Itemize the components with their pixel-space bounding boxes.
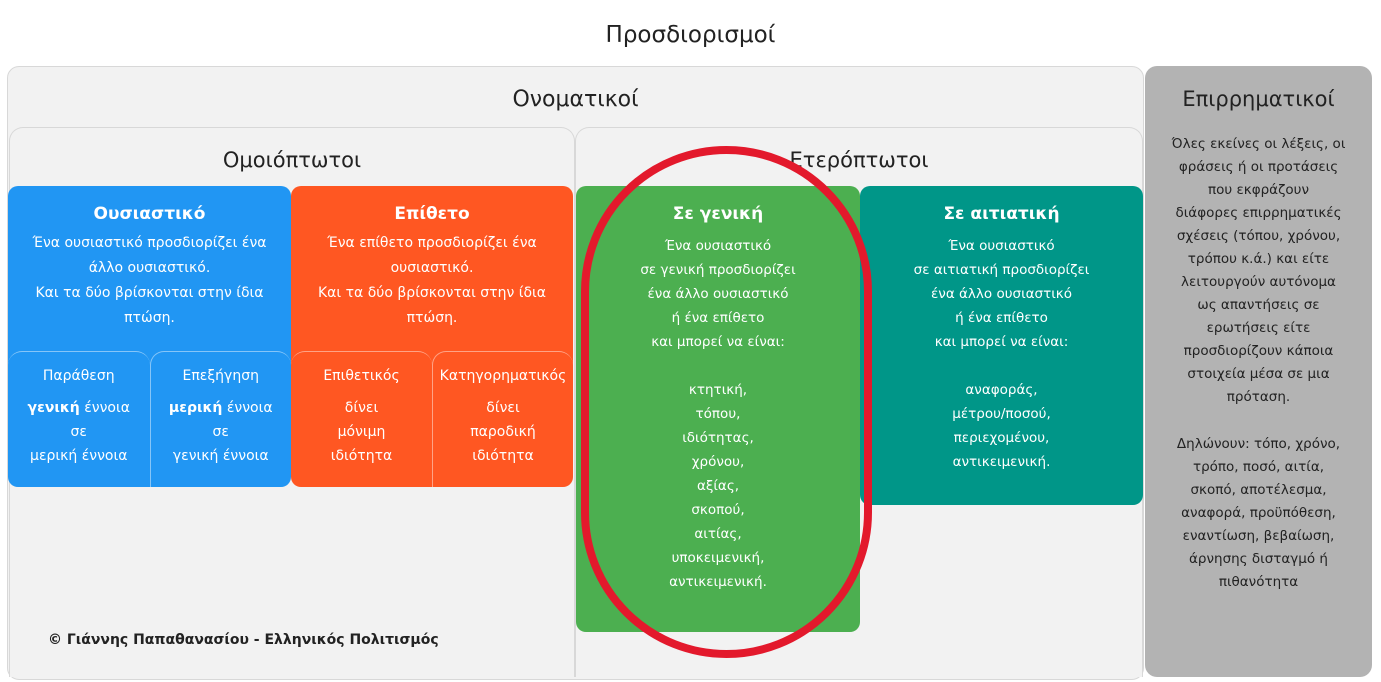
genitive-description [576,234,860,594]
genitive-item: κτητική, [688,382,748,398]
epithetikos-description [291,396,432,468]
epirr-text-line: λειτουργούν αυτόνομα [1181,274,1336,290]
genitive-item: αντικειμενική. [669,574,767,590]
noun-desc-line: Και τα δύο βρίσκονται στην ίδια [35,285,264,301]
epithetikos-line1: δίνει [344,400,379,416]
accusative-item: περιεχομένου, [953,430,1050,446]
adjective-desc-line: πτώση. [406,310,458,326]
epirr-text2-line: σκοπό, αποτέλεσμα, [1190,482,1327,498]
noun-subtypes [8,351,291,487]
homoioptotoi-title: Ομοιόπτωτοι [222,148,362,172]
genitive-card [576,186,860,632]
adjective-subtypes [291,351,573,487]
parathesi-line2: σε [70,424,87,440]
accusative-item: αντικειμενική. [952,454,1051,470]
epexigisi-line2: σε [212,424,229,440]
epexigisi-bold: μερική [168,400,223,416]
epithetikos-line2: μόνιμη [337,424,386,440]
noun-desc-line: άλλο ουσιαστικό. [88,260,211,276]
spacer [576,354,860,378]
epirr-text-line: πρόταση. [1226,389,1291,405]
genitive-item: σκοπού, [691,502,745,518]
epirr-text-line: ως απαντήσεις σε [1197,297,1320,313]
accusative-description [860,234,1143,474]
katigorimatikos-description [433,396,573,468]
accusative-desc-line: Ένα ουσιαστικό [948,238,1055,254]
noun-title: Ουσιαστικό [93,204,206,224]
parathesi-description [8,396,150,468]
epexigisi-description [151,396,292,468]
accusative-item: μέτρου/ποσού, [952,406,1051,422]
adjective-desc-line: Ένα επίθετο προσδιορίζει ένα [327,235,537,251]
genitive-desc-line: Ένα ουσιαστικό [664,238,772,254]
genitive-item: αιτίας, [694,526,742,542]
epirrimatikoi-panel [1145,66,1372,677]
genitive-desc-line: σε γενική προσδιορίζει [640,262,796,278]
epithetikos-line3: ιδιότητα [330,448,393,464]
accusative-desc-line: ένα άλλο ουσιαστικό [930,286,1073,302]
epirrimatikoi-description [1145,133,1372,594]
epirr-text-line: Όλες εκείνες οι λέξεις, οι [1171,136,1346,152]
adjective-description [291,231,573,331]
noun-card [8,186,291,487]
epithetikos-label: Επιθετικός [323,368,400,384]
noun-desc-line: Ένα ουσιαστικό προσδιορίζει ένα [32,235,267,251]
adjective-title: Επίθετο [394,204,470,224]
katigorimatikos-card [432,351,573,487]
onomatikoi-title: Ονοματικοί [512,87,639,112]
accusative-desc-line: και μπορεί να είναι: [934,334,1069,350]
epirr-text2-line: τρόπο, ποσό, αιτία, [1192,459,1325,475]
katigorimatikos-line3: ιδιότητα [472,448,534,464]
noun-desc-line: πτώση. [124,310,175,326]
epexigisi-card [150,351,292,487]
genitive-item: χρόνου, [691,454,745,470]
epirr-text-line: ερωτήσεις είτε [1206,320,1311,336]
adjective-card [291,186,573,487]
katigorimatikos-line2: παροδική [470,424,536,440]
accusative-card [860,186,1143,505]
heteroptotoi-title: Ετερόπτωτοι [789,148,929,172]
genitive-desc-line: ή ένα επίθετο [671,310,765,326]
genitive-desc-line: ένα άλλο ουσιαστικό [647,286,789,302]
epirr-text-line: σχέσεις (τόπου, χρόνου, [1176,228,1341,244]
epirr-text-line: προσδιορίζουν κάποια [1183,343,1334,359]
genitive-item: τόπου, [695,406,741,422]
epirr-text-line: τρόπου κ.ά.) και είτε [1187,251,1330,267]
epexigisi-label: Επεξήγηση [182,368,259,384]
epithetikos-card [291,351,432,487]
accusative-desc-line: σε αιτιατική προσδιορίζει [913,262,1090,278]
epexigisi-rest: έννοια [222,400,273,416]
genitive-item: υποκειμενική, [671,550,765,566]
accusative-item: αναφοράς, [965,382,1038,398]
spacer [1145,409,1372,433]
diagram-title: Προσδιορισμοί [605,22,776,48]
epirrimatikoi-title: Επιρρηματικοί [1182,87,1335,111]
noun-description [8,231,291,331]
epirr-text-line: φράσεις ή οι προτάσεις [1178,159,1339,175]
katigorimatikos-label: Κατηγορηματικός [439,368,567,384]
genitive-item: ιδιότητας, [682,430,754,446]
epirr-text2-line: Δηλώνουν: τόπο, χρόνο, [1176,436,1341,452]
epirr-text2-line: αναφορά, προϋπόθεση, [1181,505,1336,521]
parathesi-line3: μερική έννοια [30,448,128,464]
genitive-desc-line: και μπορεί να είναι: [651,334,785,350]
katigorimatikos-line1: δίνει [486,400,520,416]
genitive-title: Σε γενική [672,204,764,224]
adjective-desc-line: ουσιαστικό. [390,260,474,276]
epirr-text-line: στοιχεία μέσα σε μια [1187,366,1330,382]
epirr-text2-line: εναντίωση, βεβαίωση, [1182,528,1335,544]
epirr-text-line: που εκφράζουν [1207,182,1310,198]
epexigisi-line3: γενική έννοια [172,448,269,464]
spacer [860,354,1143,378]
parathesi-card [8,351,150,487]
epirr-text2-line: πιθανότητα [1218,574,1299,590]
parathesi-bold: γενική [27,400,80,416]
parathesi-label: Παράθεση [42,368,115,384]
accusative-title: Σε αιτιατική [943,204,1060,224]
copyright-notice: © Γιάννης Παπαθανασίου - Ελληνικός Πολιτισμός [48,632,439,648]
epirr-text-line: διάφορες επιρρηματικές [1175,205,1342,221]
epirr-text2-line: άρνησης δισταγμό ή [1189,551,1328,567]
adjective-desc-line: Και τα δύο βρίσκονται στην ίδια [317,285,546,301]
accusative-desc-line: ή ένα επίθετο [955,310,1048,326]
parathesi-rest: έννοια [79,400,130,416]
genitive-item: αξίας, [696,478,740,494]
